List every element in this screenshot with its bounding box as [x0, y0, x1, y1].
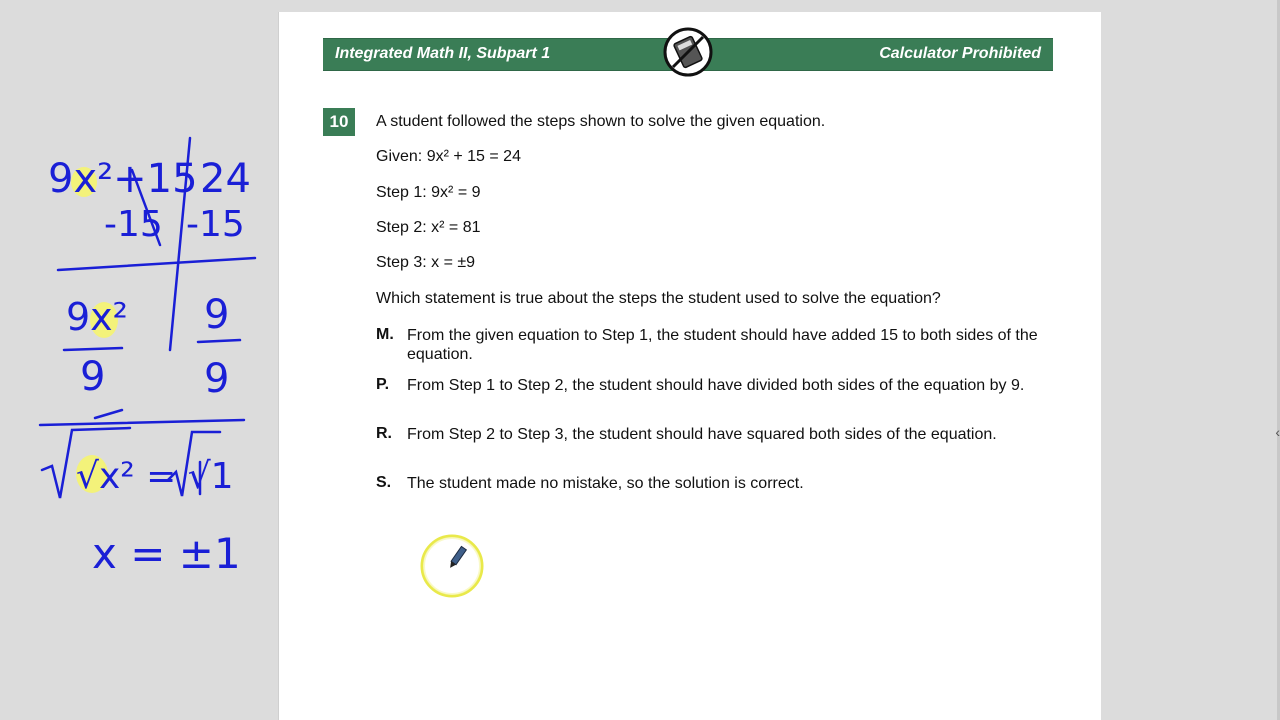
pen-cursor-icon [419, 532, 485, 598]
question-ask: Which statement is true about the steps the student used to solve the equation? [376, 290, 941, 307]
option-text: From Step 2 to Step 3, the student should have squared both sides of the equation. [407, 426, 997, 443]
option-text: The student made no mistake, so the solution is correct. [407, 475, 804, 492]
option-letter: P. [376, 376, 390, 393]
hw-sqrt-line: √x² = √1 [76, 456, 234, 497]
hw-answer: x = ±1 [92, 529, 241, 578]
hw-line1-left: 9x²+15 [48, 156, 198, 202]
hw-frac-num: 9x² [66, 295, 128, 339]
given-equation: Given: 9x² + 15 = 24 [376, 148, 521, 165]
course-title: Integrated Math II, Subpart 1 [335, 45, 551, 62]
option-letter: M. [376, 326, 394, 343]
hw-frac-rnum: 9 [204, 292, 230, 338]
option-letter: R. [376, 425, 392, 442]
option-letter: S. [376, 474, 392, 491]
no-calculator-icon [663, 27, 713, 77]
right-margin [1101, 0, 1280, 720]
hw-line1-right: 24 [200, 156, 251, 202]
hw-frac-rden: 9 [204, 356, 230, 402]
hw-line2-right: -15 [186, 204, 245, 245]
worksheet-page [278, 12, 1102, 720]
option-text: From Step 1 to Step 2, the student should have divided both sides of the equation by 9. [407, 377, 1025, 394]
question-number: 10 [323, 108, 355, 136]
handwriting-board [0, 0, 278, 720]
step-2: Step 2: x² = 81 [376, 219, 481, 236]
hw-frac-den: 9 [80, 354, 106, 400]
question-prompt: A student followed the steps shown to solve the given equation. [376, 113, 826, 130]
resize-handle-icon[interactable]: ‹ [1275, 424, 1280, 440]
calculator-status: Calculator Prohibited [879, 45, 1041, 62]
option-text: From the given equation to Step 1, the student should have added 15 to both sides of the equation. [407, 327, 1038, 363]
handwritten-work [0, 0, 278, 720]
step-3: Step 3: x = ±9 [376, 254, 476, 271]
step-1: Step 1: 9x² = 9 [376, 184, 481, 201]
hw-line2-left: -15 [104, 204, 163, 245]
